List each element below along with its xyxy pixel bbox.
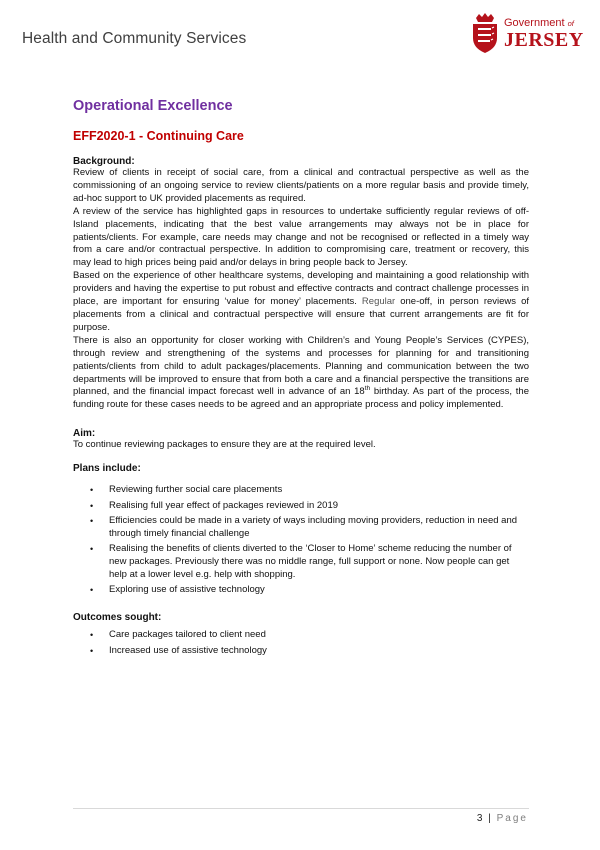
jersey-crest-icon	[470, 12, 500, 54]
plans-list	[73, 484, 529, 597]
document-body	[73, 98, 529, 660]
background-paragraph-3	[73, 270, 529, 335]
list-item: • Realising full year effect of packages reviewed in 2019	[90, 499, 339, 511]
bullet-icon: •	[90, 585, 94, 596]
background-paragraph-4-text-b: birthday. As part of the process, the funding route for these cases needs to be agreed and an appropriate process and policy implemented.	[73, 386, 529, 411]
outcomes-label: Outcomes sought:	[73, 612, 162, 624]
background-paragraph-4-text-a: There is also an opportunity for closer working with Children’s and Young People’s Services (CYPES), through review and strengthening of the systems and processes for planning for and transitioning patients/clients from child to adult packages/placements. Planning and communication between the two departments will be improved to ensure that from both a care and a financial perspective the transitions are planned, and the financial impact forecast well in advance of an 18	[73, 334, 529, 398]
background-paragraph-3-text-a: Based on the experience of other healthcare systems, developing and maintaining a good relationship with providers and having the expertise to put robust and effective contracts and contract challenge processes in place, are important for ensuring ‘value for money’ placements.	[73, 270, 529, 308]
bullet-icon: •	[90, 630, 94, 641]
government-of-jersey-logo	[470, 12, 586, 56]
list-item: • Efficiencies could be made in a variety of ways including moving providers, reduction in need and through timely financial challenge	[90, 514, 518, 539]
footer-separator: |	[488, 813, 491, 824]
bullet-icon: •	[90, 500, 94, 511]
page-number: 3	[476, 813, 483, 824]
page-footer	[477, 813, 528, 824]
background-paragraph-3-regular: Regular	[361, 296, 396, 308]
subsection-title: EFF2020-1 - Continuing Care	[73, 129, 244, 143]
background-paragraph-3-text-b: one-off, in person reviews of placements from a clinical and contractual perspective will ensure that current arrangements are fit for purpose.	[73, 296, 529, 333]
footer-divider	[73, 808, 529, 809]
page-word: Page	[496, 813, 528, 824]
bullet-icon: •	[90, 515, 94, 526]
bullet-icon: •	[90, 544, 94, 555]
background-paragraph-4	[73, 335, 529, 412]
bullet-icon: •	[90, 485, 94, 496]
header-title: Health and Community Services	[22, 30, 247, 47]
logo-line-jersey: JERSEY	[504, 29, 584, 51]
aim-text: To continue reviewing packages to ensure they are at the required level.	[73, 439, 376, 451]
background-paragraph-2: A review of the service has highlighted gaps in resources to undertake sufficiently regular reviews of off-Island placements, indicating that the best value arrangements may always not be in place for patients/clients. For example, care needs may change and not be recognised or reflected in a timely way from a care and/or contractual perspective. In addition to compromising care, treatment or recovery, this may lead to high prices being paid and/or delays in bring people back to Jersey.	[73, 205, 529, 269]
background-paragraph-1: Review of clients in receipt of social care, from a clinical and contractual perspective as well as the commissioning of an ongoing service to review clients/patients on a more regular basis and provide timely, ad-hoc support to UK provided placements as required.	[73, 167, 529, 204]
plans-label: Plans include:	[73, 463, 141, 475]
logo-line-government: Government	[504, 17, 565, 29]
bullet-icon: •	[90, 645, 94, 656]
list-item: • Realising the benefits of clients diverted to the ‘Closer to Home’ scheme reducing the number of new packages. Previously there was no middle range, full support or none. Now people can get help at a lower level e.g. help with shopping.	[90, 543, 512, 581]
list-item: • Exploring use of assistive technology	[90, 584, 265, 596]
section-title: Operational Excellence	[73, 98, 233, 114]
aim-label: Aim:	[73, 428, 96, 440]
list-item: • Reviewing further social care placements	[90, 484, 283, 496]
logo-line-of: of	[567, 19, 574, 28]
outcomes-list	[73, 629, 529, 657]
list-item: • Increased use of assistive technology	[90, 644, 267, 656]
ordinal-suffix: th	[364, 385, 371, 393]
list-item: • Care packages tailored to client need	[90, 629, 266, 641]
background-label: Background:	[73, 156, 135, 167]
